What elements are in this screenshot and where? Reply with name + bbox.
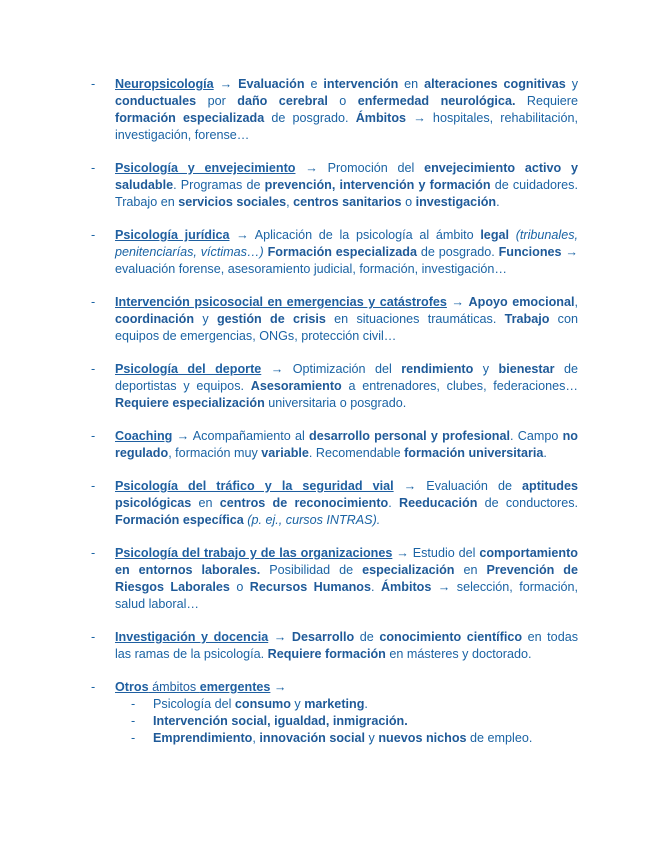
text-run: de cuidadores. Trabajo en: [115, 178, 578, 209]
text-run: y: [565, 77, 578, 91]
bold-text: no regulado: [115, 429, 578, 460]
bullet-dash: -: [131, 714, 136, 728]
text-run: en todas las ramas de la psicología.: [115, 630, 578, 661]
title-part: Otros: [115, 680, 149, 694]
text-run: → Aplicación de la psicología al ámbito: [229, 228, 481, 242]
text-run: en: [454, 563, 487, 577]
text-run: o: [327, 94, 358, 108]
bullet-dash: -: [91, 630, 96, 644]
bold-text: Emprendimiento: [153, 731, 253, 745]
bold-text: comportamiento en entornos laborales.: [115, 546, 578, 577]
bold-text: gestión de crisis: [216, 312, 326, 326]
bold-text: Evaluación: [238, 77, 305, 91]
item-title: Psicología del tráfico y la seguridad vial: [115, 479, 394, 493]
bold-text: Requiere especialización: [115, 396, 265, 410]
list-item: [91, 361, 578, 412]
italic-text: (p. ej., cursos INTRAS).: [247, 513, 381, 527]
item-title: Coaching: [115, 429, 173, 443]
item-title: [115, 680, 270, 694]
list-item: [91, 679, 578, 747]
text-run: en: [398, 77, 425, 91]
text-run: .: [364, 697, 368, 711]
item-title: Psicología del deporte: [115, 362, 262, 376]
bullet-dash: -: [91, 680, 96, 694]
bold-text: daño cerebral: [237, 94, 328, 108]
text-run: .: [543, 446, 547, 460]
bold-text: formación especializada: [115, 111, 265, 125]
bold-text: Prevención de Riesgos Laborales: [115, 563, 578, 594]
bold-text: rendimiento: [401, 362, 474, 376]
bold-text: Funciones: [498, 245, 562, 259]
bold-text: envejecimiento activo y saludable: [115, 161, 578, 192]
bold-text: innovación social: [259, 731, 366, 745]
title-part: emergentes: [199, 680, 271, 694]
text-run: .: [388, 496, 399, 510]
bold-text: Recursos Humanos: [249, 580, 372, 594]
text-run: ,: [252, 731, 260, 745]
text-run: ,: [286, 195, 294, 209]
text-run: Psicología del: [153, 697, 235, 711]
text-run: y: [473, 362, 499, 376]
bold-text: Intervención social, igualdad, inmigración.: [153, 714, 408, 728]
text-run: de posgrado.: [417, 245, 499, 259]
bullet-dash: -: [131, 697, 136, 711]
text-run: e: [304, 77, 324, 91]
text-run: Requiere: [515, 94, 579, 108]
list-item: [91, 76, 578, 144]
text-run: o: [229, 580, 250, 594]
text-run: → evaluación forense, asesoramiento judicial, formación, investigación…: [115, 245, 578, 276]
bold-text: desarrollo personal y profesional: [309, 429, 511, 443]
text-run: de conductores.: [477, 496, 578, 510]
text-run: y: [194, 312, 217, 326]
bullet-dash: -: [91, 295, 96, 309]
bold-text: Desarrollo: [291, 630, 355, 644]
sub-list: [115, 696, 578, 747]
text-run: , formación muy: [168, 446, 262, 460]
text-run: en: [191, 496, 220, 510]
bold-text: centros de reconocimiento: [219, 496, 389, 510]
text-run: [509, 228, 516, 242]
list-item: [91, 294, 578, 345]
bold-text: Formación específica: [115, 513, 244, 527]
bold-text: centros sanitarios: [293, 195, 402, 209]
text-run: .: [496, 195, 500, 209]
bold-text: aptitudes psicológicas: [115, 479, 578, 510]
bold-text: investigación: [415, 195, 497, 209]
text-run: de posgrado.: [264, 111, 356, 125]
text-run: de empleo.: [466, 731, 533, 745]
text-run: en situaciones traumáticas.: [325, 312, 505, 326]
text-run: → Acompañamiento al: [172, 429, 310, 443]
text-run: con equipos de emergencias, ONGs, protección civil…: [115, 312, 578, 343]
bullet-dash: -: [91, 228, 96, 242]
text-run: universitaria o posgrado.: [264, 396, 407, 410]
bold-text: consumo: [234, 697, 291, 711]
bold-text: Asesoramiento: [250, 379, 342, 393]
item-title: Psicología jurídica: [115, 228, 230, 242]
bold-text: Requiere formación: [267, 647, 386, 661]
sub-list-item: [115, 713, 578, 730]
sub-list-item: [115, 696, 578, 713]
bullet-dash: -: [91, 429, 96, 443]
list-item: [91, 478, 578, 529]
text-run: → selección, formación, salud laboral…: [115, 580, 579, 611]
text-run: de: [354, 630, 380, 644]
text-run: . Programas de: [173, 178, 265, 192]
item-title: Intervención psicosocial en emergencias y catástrofes: [115, 295, 447, 309]
text-run: →: [270, 680, 287, 694]
bold-text: Reeducación: [399, 496, 478, 510]
bold-text: formación universitaria: [404, 446, 544, 460]
item-title: Neuropsicología: [115, 77, 214, 91]
bold-text: conocimiento científico: [379, 630, 523, 644]
text-run: a entrenadores, clubes, federaciones…: [341, 379, 579, 393]
bold-text: alteraciones cognitivas: [424, 77, 566, 91]
text-run: . Campo: [510, 429, 563, 443]
item-title: Psicología y envejecimiento: [115, 161, 296, 175]
text-run: →: [446, 295, 469, 309]
bold-text: Trabajo: [504, 312, 550, 326]
bullet-dash: -: [91, 77, 96, 91]
text-run: en másteres y doctorado.: [385, 647, 532, 661]
title-part: ámbitos: [148, 680, 200, 694]
bold-text: marketing: [304, 697, 365, 711]
text-run: →: [213, 77, 239, 91]
bold-text: nuevos nichos: [378, 731, 467, 745]
bold-text: intervención: [323, 77, 399, 91]
bullet-dash: -: [91, 161, 96, 175]
bold-text: prevención, intervención y formación: [264, 178, 491, 192]
text-run: → Estudio del: [392, 546, 480, 560]
italic-text: (tribunales, penitenciarías, víctimas…): [115, 228, 579, 259]
bold-text: enfermedad neurológica.: [357, 94, 516, 108]
bold-text: Formación especializada: [267, 245, 418, 259]
text-run: de deportistas y equipos.: [115, 362, 578, 393]
text-run: →: [268, 630, 292, 644]
text-run: o: [401, 195, 416, 209]
bold-text: Ámbitos: [355, 111, 407, 125]
sub-list-item: [115, 730, 578, 747]
text-run: por: [196, 94, 238, 108]
bold-text: legal: [480, 228, 510, 242]
text-run: y: [365, 731, 379, 745]
bullet-dash: -: [91, 479, 96, 493]
psychology-fields-list: [91, 76, 578, 763]
text-run: Posibilidad de: [260, 563, 363, 577]
text-run: → Promoción del: [295, 161, 425, 175]
bold-text: variable: [261, 446, 309, 460]
list-item: [91, 428, 578, 462]
list-item: [91, 629, 578, 663]
bold-text: especialización: [362, 563, 455, 577]
text-run: → Optimización del: [261, 362, 402, 376]
text-run: ,: [574, 295, 578, 309]
bullet-dash: -: [91, 546, 96, 560]
text-run: y: [290, 697, 305, 711]
list-item: [91, 160, 578, 211]
text-run: → hospitales, rehabilitación, investigación, forense…: [115, 111, 578, 142]
item-title: Investigación y docencia: [115, 630, 269, 644]
bullet-dash: -: [91, 362, 96, 376]
item-title: Psicología del trabajo y de las organizaciones: [115, 546, 393, 560]
bold-text: Apoyo emocional: [468, 295, 575, 309]
bold-text: Ámbitos: [380, 580, 432, 594]
list-item: [91, 545, 578, 613]
text-run: . Recomendable: [308, 446, 405, 460]
bold-text: bienestar: [498, 362, 555, 376]
bold-text: servicios sociales: [178, 195, 287, 209]
text-run: .: [371, 580, 381, 594]
bold-text: conductuales: [115, 94, 197, 108]
text-run: → Evaluación de: [393, 479, 523, 493]
list-item: [91, 227, 578, 278]
bullet-dash: -: [131, 731, 136, 745]
bold-text: coordinación: [115, 312, 195, 326]
